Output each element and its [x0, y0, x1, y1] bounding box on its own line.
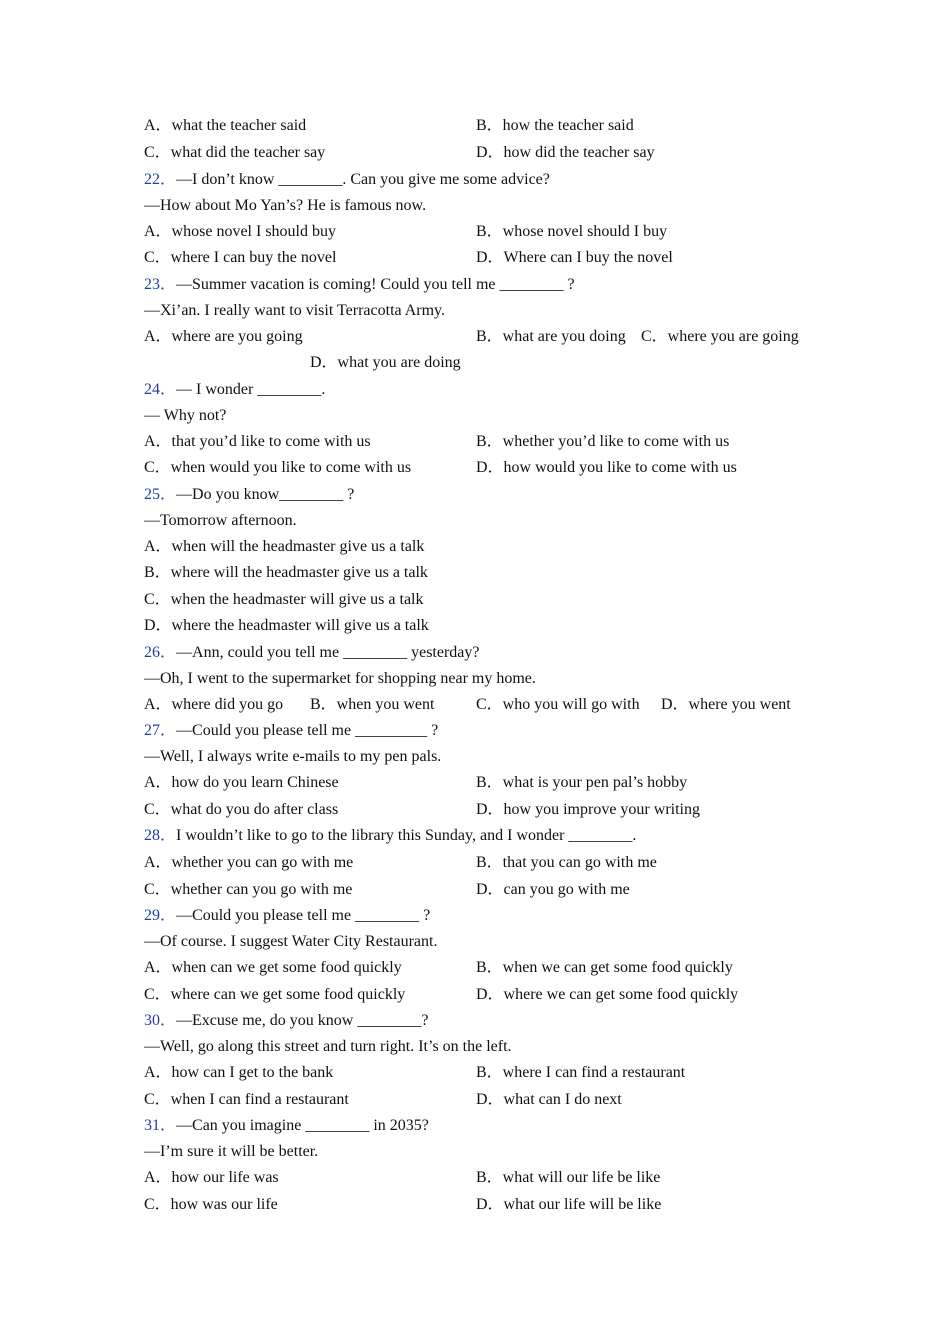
q25-stem: —Do you know________ ? — [176, 486, 355, 503]
q27-option-b: B．what is your pen pal’s hobby — [476, 774, 688, 791]
q22-option-a: A．whose novel I should buy — [144, 223, 336, 240]
q27-option-d: D．how you improve your writing — [476, 801, 700, 818]
q27-option-a: A．how do you learn Chinese — [144, 774, 339, 791]
q31-option-c: C．how was our life — [144, 1196, 278, 1213]
q22-option-c: C．where I can buy the novel — [144, 249, 337, 266]
q30-option-c: C．when I can find a restaurant — [144, 1091, 349, 1108]
q23-option-c: C．where you are going — [641, 328, 799, 345]
q23-option-a: A．where are you going — [144, 328, 303, 345]
q22-option-b: B．whose novel should I buy — [476, 223, 668, 240]
q23-option-b: B．what are you doing — [476, 328, 626, 345]
q30-option-a: A．how can I get to the bank — [144, 1064, 334, 1081]
q27-prompt — [144, 721, 438, 741]
q25-option-c: C．when the headmaster will give us a talk — [144, 591, 424, 608]
q23-prompt — [144, 275, 575, 295]
q24-option-d: D．how would you like to come with us — [476, 459, 737, 476]
q24-answer: — Why not? — [144, 407, 227, 424]
q29-option-d: D．where we can get some food quickly — [476, 986, 739, 1003]
q27-option-c: C．what do you do after class — [144, 801, 339, 818]
q21-option-c: C．what did the teacher say — [144, 144, 326, 161]
q25-answer: —Tomorrow afternoon. — [144, 512, 297, 529]
q21-option-a: A．what the teacher said — [144, 117, 307, 134]
q26-option-d: D．where you went — [661, 696, 791, 713]
q30-answer: —Well, go along this street and turn right. It’s on the left. — [144, 1038, 512, 1055]
q29-prompt — [144, 906, 430, 926]
q29-answer: —Of course. I suggest Water City Restaurant. — [144, 933, 438, 950]
q31-option-b: B．what will our life be like — [476, 1169, 661, 1186]
q28-option-c: C．whether can you go with me — [144, 881, 353, 898]
q24-option-b: B．whether you’d like to come with us — [476, 433, 730, 450]
q26-prompt — [144, 643, 480, 663]
q30-number: 30． — [144, 1012, 177, 1029]
q21-option-d: D．how did the teacher say — [476, 144, 655, 161]
q27-number: 27． — [144, 722, 177, 739]
q24-stem: — I wonder ________. — [176, 381, 326, 398]
q29-option-b: B．when we can get some food quickly — [476, 959, 733, 976]
q26-number: 26． — [144, 644, 177, 661]
q22-stem: —I don’t know ________. Can you give me some advice? — [176, 171, 550, 188]
q24-option-a: A．that you’d like to come with us — [144, 433, 371, 450]
q24-prompt — [144, 380, 325, 400]
q25-option-d: D．where the headmaster will give us a talk — [144, 617, 429, 634]
q28-number: 28． — [144, 827, 177, 844]
q26-option-a: A．where did you go — [144, 696, 284, 713]
q30-stem: —Excuse me, do you know ________? — [176, 1012, 429, 1029]
q24-number: 24． — [144, 381, 177, 398]
q26-option-b: B．when you went — [310, 696, 435, 713]
q28-option-b: B．that you can go with me — [476, 854, 657, 871]
q28-prompt — [144, 826, 636, 846]
q29-stem: —Could you please tell me ________ ? — [176, 907, 431, 924]
q29-option-a: A．when can we get some food quickly — [144, 959, 402, 976]
q26-answer: —Oh, I went to the supermarket for shopping near my home. — [144, 670, 536, 687]
q31-number: 31． — [144, 1117, 177, 1134]
q31-stem: —Can you imagine ________ in 2035? — [176, 1117, 429, 1134]
q28-stem: I wouldn’t like to go to the library this Sunday, and I wonder ________. — [176, 827, 637, 844]
q30-option-d: D．what can I do next — [476, 1091, 622, 1108]
q29-option-c: C．where can we get some food quickly — [144, 986, 406, 1003]
q22-answer: —How about Mo Yan’s? He is famous now. — [144, 197, 427, 214]
q25-option-a: A．when will the headmaster give us a talk — [144, 538, 425, 555]
q31-prompt — [144, 1116, 429, 1136]
q31-option-d: D．what our life will be like — [476, 1196, 662, 1213]
q23-number: 23． — [144, 276, 177, 293]
q22-prompt — [144, 170, 550, 190]
q30-option-b: B．where I can find a restaurant — [476, 1064, 686, 1081]
q23-option-d: D．what you are doing — [310, 354, 461, 371]
q27-stem: —Could you please tell me _________ ? — [176, 722, 439, 739]
q26-option-c: C．who you will go with — [476, 696, 640, 713]
q28-option-d: D．can you go with me — [476, 881, 630, 898]
q23-stem: —Summer vacation is coming! Could you tell me ________ ? — [176, 276, 575, 293]
q30-prompt — [144, 1011, 428, 1031]
q22-option-d: D．Where can I buy the novel — [476, 249, 673, 266]
q23-answer: —Xi’an. I really want to visit Terracotta Army. — [144, 302, 446, 319]
q22-number: 22． — [144, 171, 177, 188]
q25-option-b: B．where will the headmaster give us a talk — [144, 564, 428, 581]
q26-stem: —Ann, could you tell me ________ yesterday? — [176, 644, 480, 661]
q29-number: 29． — [144, 907, 177, 924]
q24-option-c: C．when would you like to come with us — [144, 459, 412, 476]
q25-number: 25． — [144, 486, 177, 503]
q25-prompt — [144, 485, 354, 505]
q27-answer: —Well, I always write e-mails to my pen pals. — [144, 748, 442, 765]
q31-answer: —I’m sure it will be better. — [144, 1143, 319, 1160]
q28-option-a: A．whether you can go with me — [144, 854, 354, 871]
q21-option-b: B．how the teacher said — [476, 117, 634, 134]
q31-option-a: A．how our life was — [144, 1169, 279, 1186]
